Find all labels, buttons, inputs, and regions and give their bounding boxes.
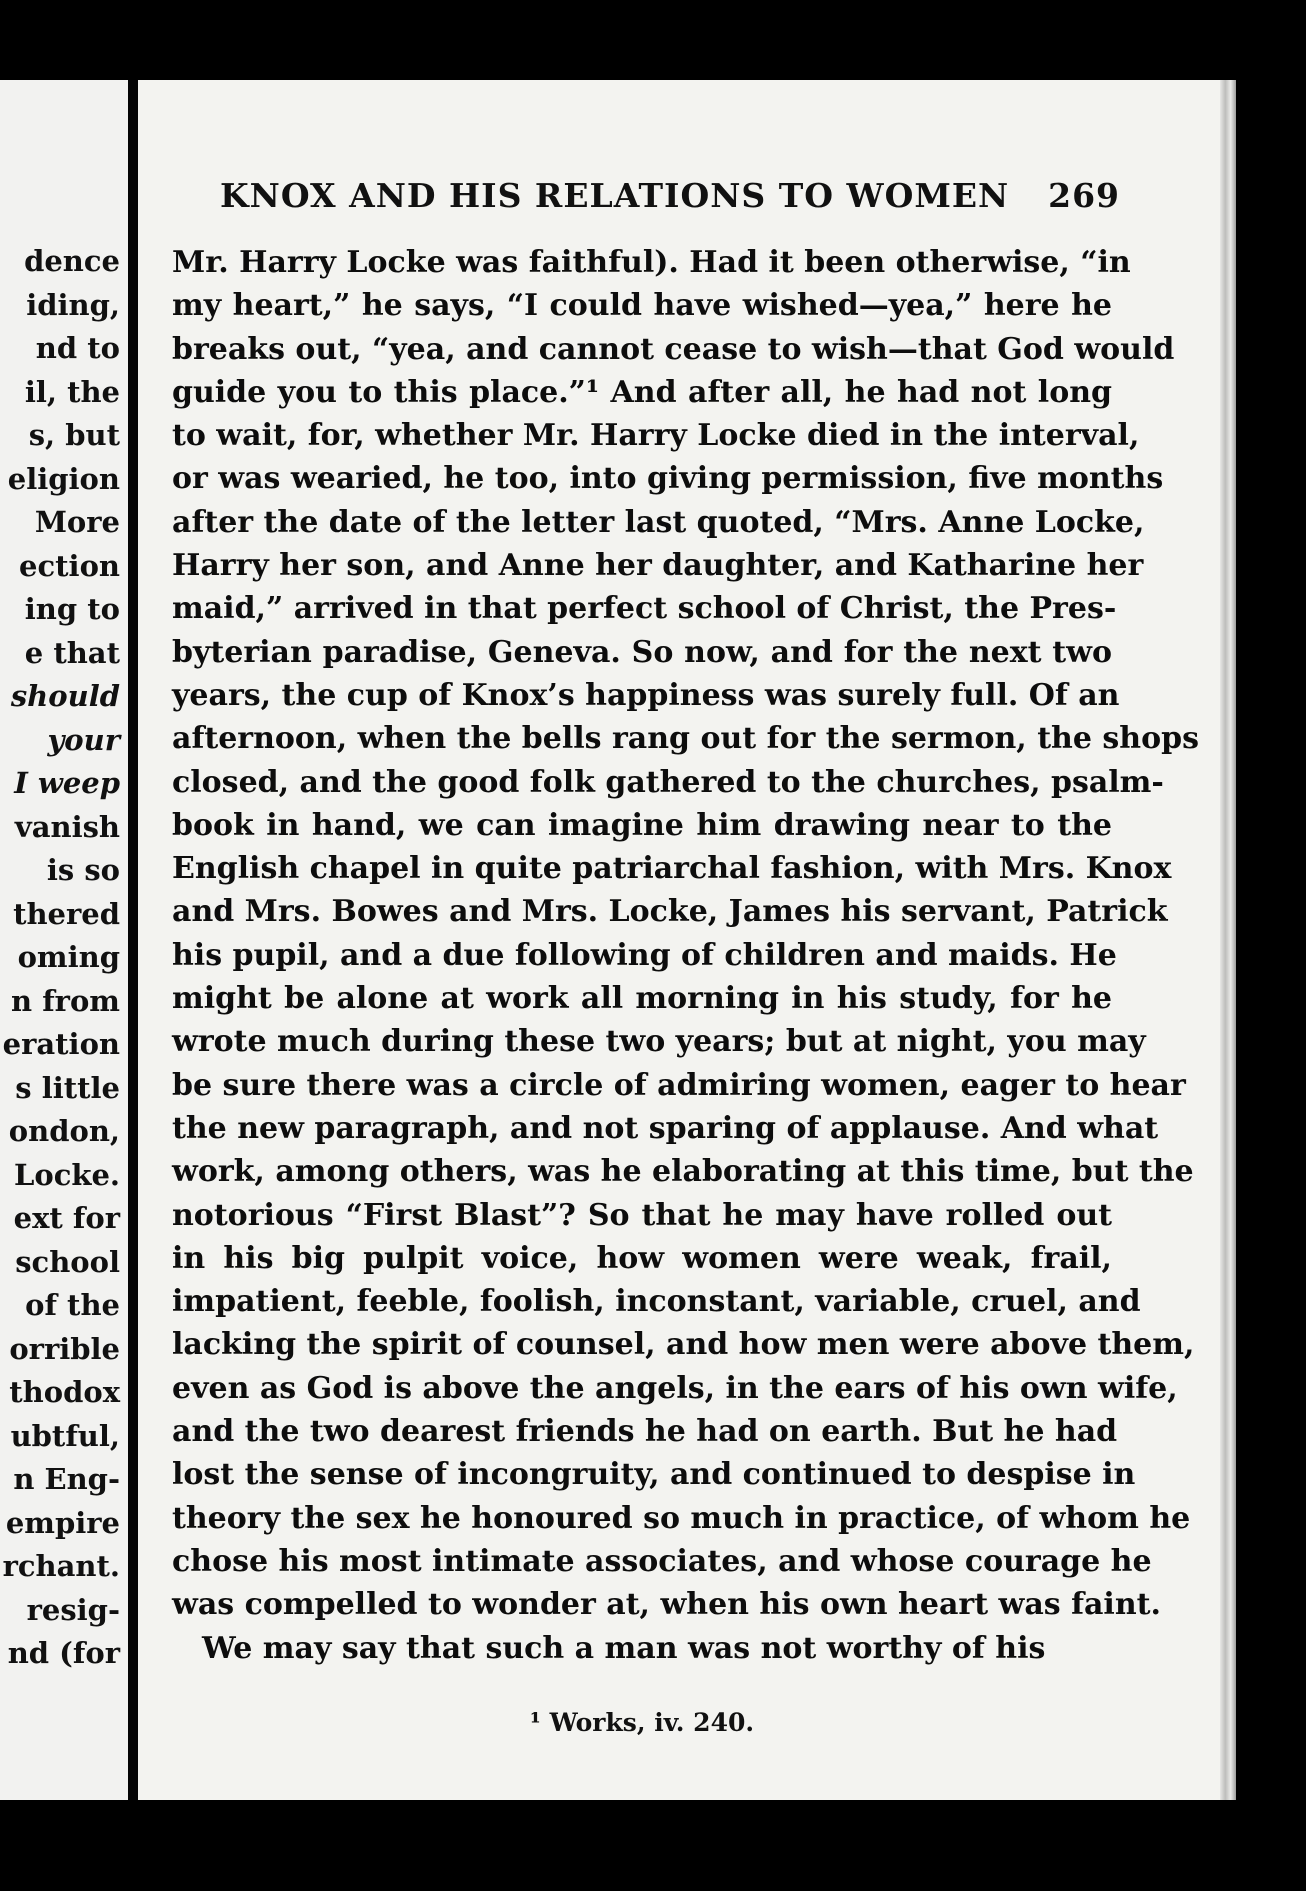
- page-number: 269: [1048, 176, 1120, 215]
- footnote: ¹ Works, iv. 240.: [529, 1708, 755, 1737]
- page-edge: [1220, 80, 1236, 1800]
- left-page-line: dence: [24, 244, 120, 278]
- left-page-line: rchant.: [2, 1549, 120, 1583]
- text-line: might be alone at work all morning in his study, for he: [172, 981, 1112, 1017]
- text-line: chose his most intimate associates, and whose courage he: [172, 1543, 1152, 1579]
- left-page-line: ection: [19, 548, 120, 583]
- running-head: [220, 176, 1120, 215]
- left-page-line: s little: [15, 1070, 120, 1105]
- text-line: his pupil, and a due following of children and maids. He: [172, 937, 1117, 973]
- text-line: lacking the spirit of counsel, and how men were above them,: [172, 1327, 1195, 1363]
- left-page-line: ext for: [13, 1201, 120, 1235]
- text-line: theory the sex he honoured so much in practice, of whom he: [172, 1500, 1191, 1536]
- left-page-line: eration: [2, 1027, 120, 1061]
- left-page-line: resig-: [26, 1592, 120, 1627]
- text-line: notorious “First Blast”? So that he may have rolled out: [172, 1197, 1112, 1233]
- text-line: my heart,” he says, “I could have wished—yea,” here he: [172, 288, 1112, 324]
- left-page-line: iding,: [26, 287, 120, 322]
- text-line: book in hand, we can imagine him drawing near to the: [172, 807, 1112, 843]
- left-page-line: vanish: [14, 809, 120, 844]
- text-line: afternoon, when the bells rang out for the sermon, the shops: [172, 721, 1199, 757]
- left-page-line: s, but: [28, 418, 120, 452]
- left-page-line: Locke.: [13, 1157, 120, 1192]
- left-page-line: n from: [11, 983, 120, 1018]
- text-line: lost the sense of incongruity, and continued to despise in: [172, 1457, 1136, 1493]
- left-page-line: il, the: [24, 374, 120, 409]
- text-line: work, among others, was he elaborating at this time, but the: [172, 1154, 1194, 1190]
- left-page: [0, 80, 128, 1800]
- left-page-line: e that: [24, 635, 120, 670]
- text-line: or was wearied, he too, into giving permission, five months: [172, 461, 1164, 497]
- text-line: Mr. Harry Locke was faithful). Had it been otherwise, “in: [172, 245, 1131, 280]
- book-gutter: [128, 80, 138, 1800]
- left-page-line: thodox: [9, 1375, 120, 1409]
- body-text: [172, 241, 1199, 1670]
- text-line: guide you to this place.”¹ And after all, he had not long: [172, 374, 1112, 410]
- left-page-line: orrible: [9, 1331, 120, 1366]
- left-page-line: empire: [5, 1505, 120, 1540]
- left-page-line: school: [15, 1244, 120, 1279]
- left-page-line: ubtful,: [10, 1418, 120, 1453]
- text-line: and the two dearest friends he had on earth. But he had: [172, 1414, 1118, 1450]
- text-line: closed, and the good folk gathered to the churches, psalm-: [172, 764, 1164, 800]
- left-page-line: ing to: [24, 592, 120, 626]
- text-line: English chapel in quite patriarchal fashion, with Mrs. Knox: [172, 851, 1172, 887]
- left-page-line: should: [10, 679, 120, 713]
- left-page-line: is so: [46, 853, 120, 887]
- text-line: wrote much during these two years; but at night, you may: [172, 1024, 1146, 1060]
- left-page-line: nd (for: [7, 1636, 120, 1670]
- text-line: was compelled to wonder at, when his own heart was faint.: [172, 1587, 1161, 1623]
- text-line: even as God is above the angels, in the ears of his own wife,: [172, 1370, 1178, 1406]
- text-line: after the date of the letter last quoted, “Mrs. Anne Locke,: [172, 504, 1145, 540]
- left-page-line: n Eng-: [13, 1462, 120, 1496]
- text-line: breaks out, “yea, and cannot cease to wish—that God would: [172, 331, 1175, 367]
- left-page-line: eligion: [7, 461, 120, 496]
- left-page-line: your: [47, 722, 120, 757]
- left-page-text: [0, 240, 120, 1676]
- page-header-title: KNOX AND HIS RELATIONS TO WOMEN: [220, 176, 1010, 215]
- text-line: impatient, feeble, foolish, inconstant, variable, cruel, and: [172, 1284, 1141, 1320]
- text-line: Harry her son, and Anne her daughter, and Katharine her: [172, 548, 1144, 584]
- left-page-line: nd to: [35, 331, 120, 365]
- text-line: the new paragraph, and not sparing of applause. And what: [172, 1110, 1159, 1146]
- text-line: years, the cup of Knox’s happiness was surely full. Of an: [172, 677, 1120, 713]
- left-page-line: More: [34, 505, 120, 539]
- left-page-line: oming: [17, 940, 120, 974]
- left-page-line: of the: [25, 1288, 120, 1322]
- text-line: byterian paradise, Geneva. So now, and for the next two: [172, 634, 1112, 670]
- text-line: to wait, for, whether Mr. Harry Locke died in the interval,: [172, 418, 1140, 454]
- text-line: and Mrs. Bowes and Mrs. Locke, James his servant, Patrick: [172, 894, 1168, 930]
- left-page-line: I weep: [14, 766, 120, 800]
- text-line: be sure there was a circle of admiring women, eager to hear: [172, 1067, 1186, 1103]
- left-page-line: thered: [13, 896, 120, 931]
- text-line: in his big pulpit voice, how women were weak, frail,: [172, 1240, 1112, 1276]
- left-page-line: ondon,: [8, 1114, 120, 1148]
- text-line: maid,” arrived in that perfect school of Christ, the Pres-: [172, 591, 1117, 627]
- text-line: We may say that such a man was not worthy of his: [202, 1630, 1046, 1666]
